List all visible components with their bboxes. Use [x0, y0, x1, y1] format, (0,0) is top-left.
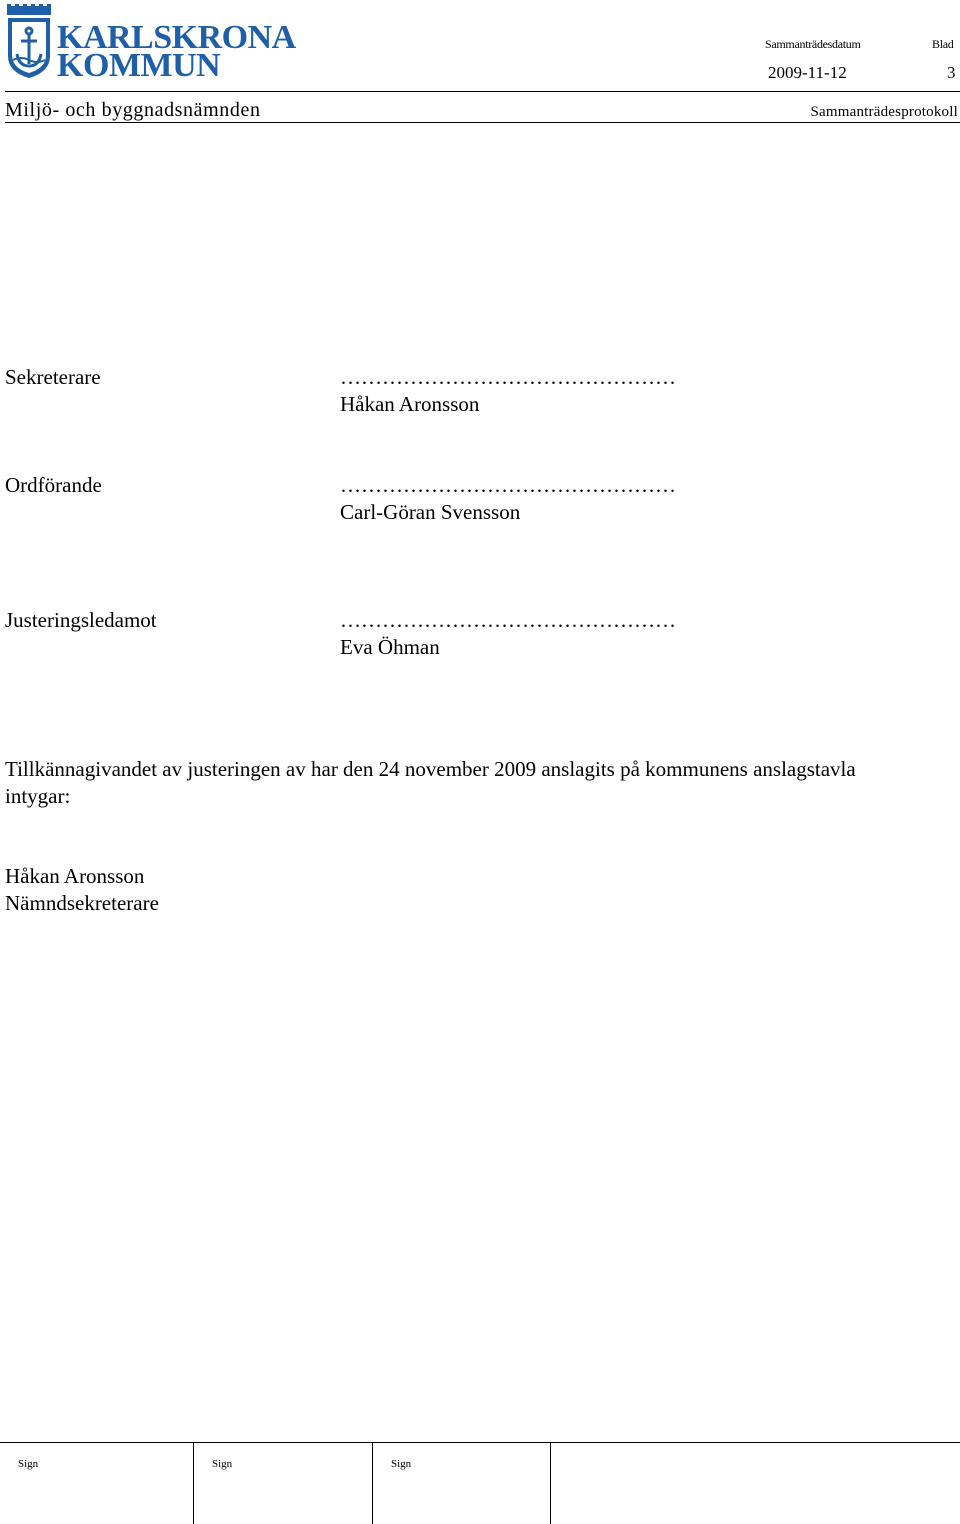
notice-text: Tillkännagivandet av justeringen av har den 24 november 2009 anslagits på kommunens anslagstavla	[5, 757, 856, 781]
signer-name: Eva Öhman	[340, 635, 440, 659]
crown-icon	[7, 4, 51, 15]
footer-box-divider	[550, 1442, 551, 1524]
meeting-date: 2009-11-12	[768, 63, 847, 82]
certifier-title: Nämndsekreterare	[5, 891, 159, 915]
header-divider-bottom	[5, 122, 960, 123]
certifier-name: Håkan Aronsson	[5, 864, 145, 888]
page-number: 3	[947, 63, 956, 82]
signer-name: Carl-Göran Svensson	[340, 500, 521, 524]
karlskrona-kommun-logo	[5, 4, 305, 80]
sign-box-label: Sign	[212, 1458, 233, 1470]
role-secretary: Sekreterare	[5, 365, 101, 389]
document-type: Sammanträdesprotokoll	[810, 104, 958, 120]
sign-box-label: Sign	[391, 1458, 412, 1470]
notice-text-continued: intygar:	[5, 784, 71, 808]
date-label: Sammanträdesdatum	[765, 37, 861, 51]
department-name: Miljö- och byggnadsnämnden	[5, 99, 261, 121]
role-adjuster: Justeringsledamot	[5, 608, 157, 632]
signature-line: …………………………………………	[340, 608, 676, 632]
signature-line: …………………………………………	[340, 473, 676, 497]
logo-line2: KOMMUN	[57, 47, 221, 80]
footer-divider	[0, 1442, 960, 1443]
logo-line1: KARLSKRONA	[57, 19, 296, 56]
footer-box-divider	[372, 1442, 373, 1524]
role-chair: Ordförande	[5, 473, 102, 497]
signature-line: …………………………………………	[340, 365, 676, 389]
footer-box-divider	[193, 1442, 194, 1524]
signer-name: Håkan Aronsson	[340, 392, 480, 416]
sign-box-label: Sign	[18, 1458, 39, 1470]
header-divider-top	[5, 91, 960, 92]
page-label: Blad	[932, 37, 954, 51]
